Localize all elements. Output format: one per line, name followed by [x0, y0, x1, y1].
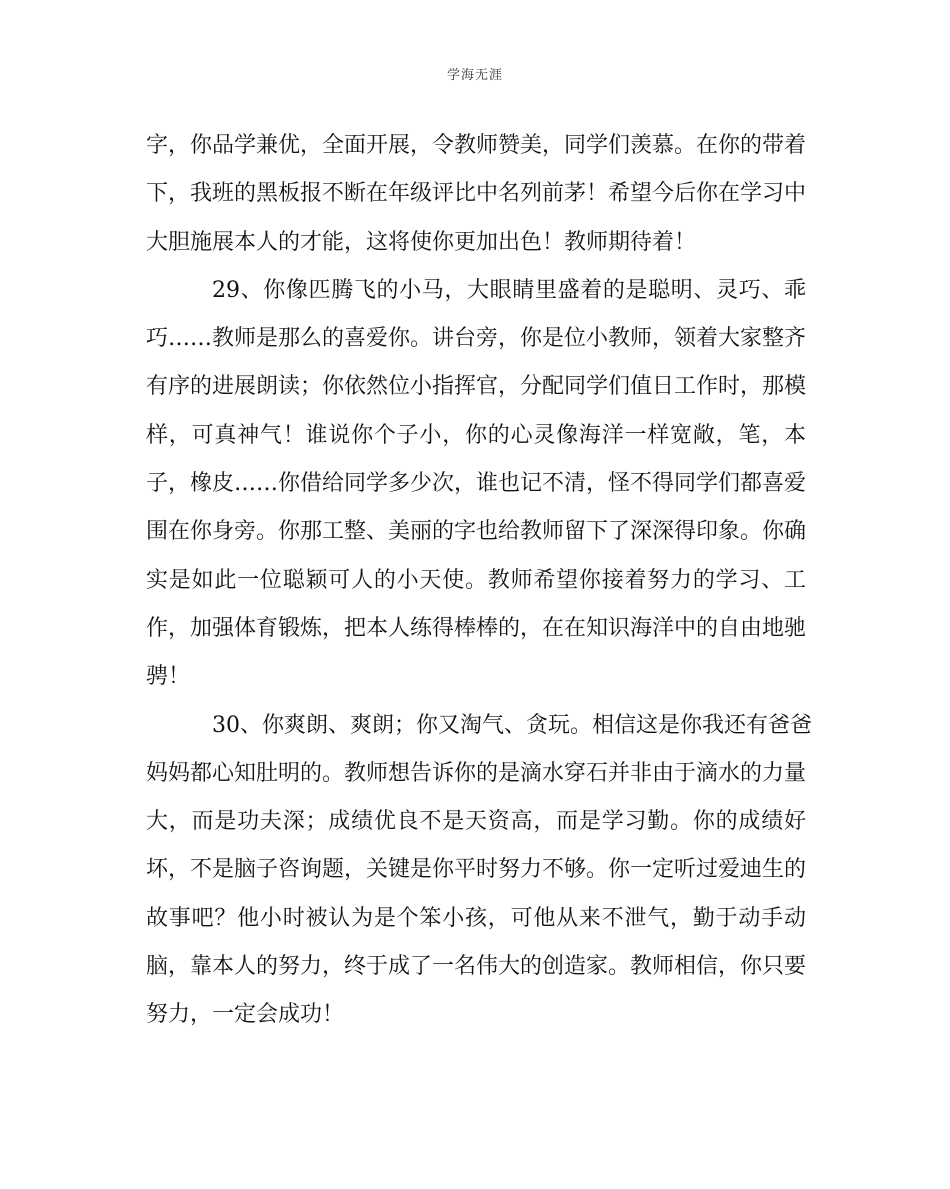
text-line: 努力，一定会成功！ [146, 1002, 345, 1028]
text-line: 大，而是功夫深；成绩优良不是天资高，而是学习勤。你的成绩好 [146, 809, 806, 835]
text-line: 大胆施展本人的才能，这将使你更加出色！教师期待着！ [146, 229, 697, 255]
document-body [146, 122, 812, 1040]
text-line: 30、你爽朗、爽朗；你又淘气、贪玩。相信这是你我还有爸爸 [212, 712, 812, 738]
text-line: 围在你身旁。你那工整、美丽的字也给教师留下了深深得印象。你确 [146, 519, 807, 545]
paragraph [146, 702, 812, 1040]
text-line: 字，你品学兼优，全面开展，令教师赞美，同学们羡慕。在你的带着 [146, 133, 807, 158]
text-line: 妈妈都心知肚明的。教师想告诉你的是滴水穿石并非由于滴水的力量 [146, 760, 807, 786]
text-line: 有序的进展朗读；你依然位小指挥官，分配同学们值日工作时，那模 [146, 374, 807, 400]
text-line: 作，加强体育锻炼，把本人练得棒棒的，在在知识海洋中的自由地驰 [146, 615, 807, 641]
text-line: 坏，不是脑子咨询题，关键是你平时努力不够。你一定听过爱迪生的 [146, 857, 807, 883]
text-line: 样，可真神气！谁说你个子小，你的心灵像海洋一样宽敞，笔，本 [146, 422, 806, 448]
text-line: 实是如此一位聪颖可人的小天使。教师希望你接着努力的学习、工 [146, 567, 806, 593]
text-line: 骋！ [146, 664, 191, 690]
page-header: 学海无涯 [446, 68, 503, 83]
text-line: 脑，靠本人的努力，终于成了一名伟大的创造家。教师相信，你只要 [146, 954, 807, 980]
text-line: 下，我班的黑板报不断在年级评比中名列前茅！希望今后你在学习中 [146, 181, 807, 207]
text-line: 子，橡皮……你借给同学多少次，谁也记不清，怪不得同学们都喜爱 [146, 471, 807, 497]
text-line: 29、你像匹腾飞的小马，大眼睛里盛着的是聪明、灵巧、乖 [212, 277, 806, 303]
paragraph [146, 267, 806, 702]
paragraph [146, 122, 806, 267]
text-line: 故事吧？他小时被认为是个笨小孩，可他从来不泄气，勤于动手动 [146, 905, 806, 931]
text-line: 巧……教师是那么的喜爱你。讲台旁，你是位小教师，领着大家整齐 [146, 326, 807, 352]
